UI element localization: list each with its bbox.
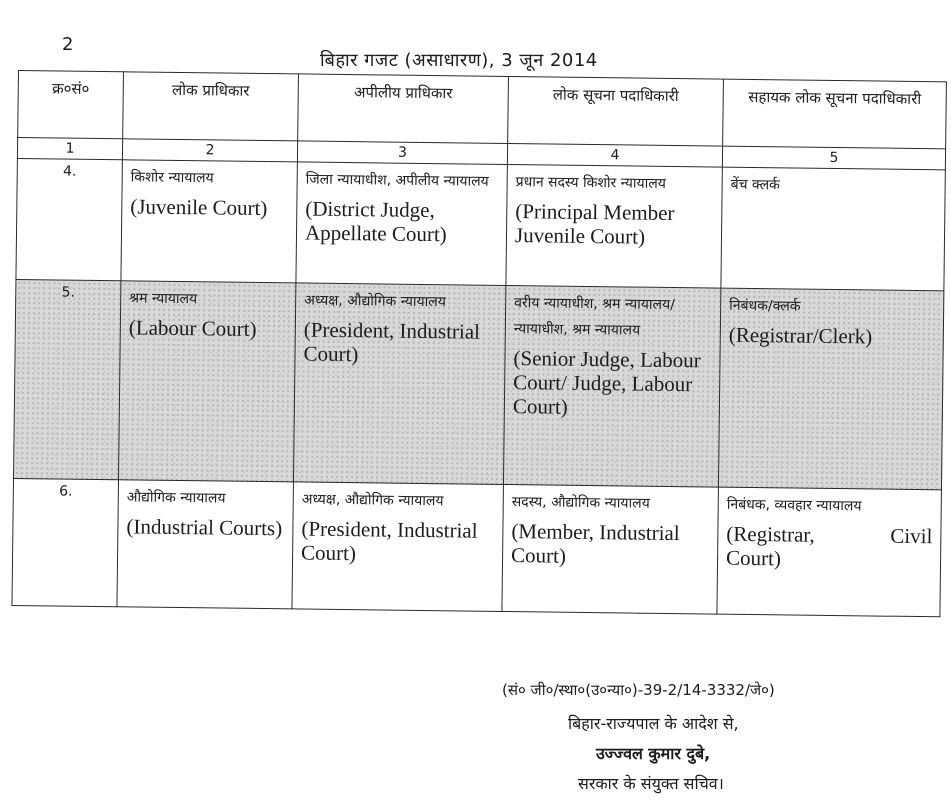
header-apio: सहायक लोक सूचना पदाधिकारी <box>723 79 947 149</box>
appellate-hindi: अध्यक्ष, औद्योगिक न्यायालय <box>301 491 444 510</box>
order-reference: (सं० जी०/स्था०(उ०न्या०)-39-2/14-3332/जे०) <box>502 681 775 699</box>
pio-hindi: वरीय न्यायाधीश, श्रम न्यायालय/न्यायाधीश, श्रम न्यायालय <box>513 295 675 339</box>
appellate-english: (President, Industrial Court) <box>300 516 478 566</box>
column-number: 3 <box>297 141 507 165</box>
header-pio: लोक सूचना पदाधिकारी <box>508 76 724 146</box>
pio-english: (Principal Member Juvenile Court) <box>514 199 675 249</box>
appellate-cell <box>293 283 505 485</box>
pio-cell <box>503 285 720 487</box>
column-number: 5 <box>722 146 945 170</box>
column-number: 1 <box>17 138 122 160</box>
pio-english: (Senior Judge, Labour Court/ Judge, Labour Court) <box>512 346 701 419</box>
authority-hindi: औद्योगिक न्यायालय <box>126 489 226 507</box>
signatory-designation: सरकार के संयुक्त सचिव। <box>578 774 724 793</box>
pio-hindi: प्रधान सदस्य किशोर न्यायालय <box>515 174 667 192</box>
table-row <box>14 279 944 489</box>
header-row <box>18 71 947 149</box>
appellate-english: (President, Industrial Court) <box>303 317 481 367</box>
appellate-cell <box>292 482 504 612</box>
appellate-hindi: अध्यक्ष, औद्योगिक न्यायालय <box>304 292 447 311</box>
serial-cell: 4. <box>16 158 122 280</box>
authority-cell <box>117 480 294 609</box>
pio-cell <box>506 164 722 288</box>
authority-table <box>11 70 946 617</box>
table-row <box>16 158 945 290</box>
apio-english: (Registrar/Clerk) <box>728 322 873 349</box>
appellate-hindi: जिला न्यायाधीश, अपीलीय न्यायालय <box>305 171 489 190</box>
column-number: 2 <box>122 139 297 162</box>
serial-cell: 5. <box>14 279 121 479</box>
pio-hindi: सदस्य, औद्योगिक न्यायालय <box>511 494 650 512</box>
apio-english-part: (Registrar, <box>726 521 815 547</box>
column-number: 4 <box>507 143 722 167</box>
signatory-name: उज्ज्वल कुमार दुबे, <box>596 744 711 763</box>
pio-cell <box>502 484 719 614</box>
gazette-header: बिहार गजट (असाधारण), 3 जून 2014 <box>320 50 598 71</box>
header-serial: क्र०सं० <box>18 71 124 139</box>
appellate-cell <box>296 162 507 286</box>
authority-cell <box>119 281 296 482</box>
apio-cell <box>718 288 943 490</box>
authority-english: (Labour Court) <box>128 315 257 341</box>
authority-table-wrapper <box>11 70 945 617</box>
apio-cell <box>721 167 945 291</box>
serial-cell: 6. <box>12 478 119 606</box>
authority-cell <box>121 160 297 283</box>
apio-hindi: बेंच क्लर्क <box>730 176 780 194</box>
page-number: 2 <box>62 34 74 55</box>
apio-cell <box>717 487 942 617</box>
apio-english <box>726 522 932 549</box>
apio-english-continued: Court) <box>725 545 782 571</box>
authority-english: (Juvenile Court) <box>130 194 268 221</box>
apio-hindi: निबंधक/क्लर्क <box>729 297 801 315</box>
apio-english-part: Civil <box>890 523 933 549</box>
header-appellate-authority: अपीलीय प्राधिकार <box>298 74 509 144</box>
pio-english: (Member, Industrial Court) <box>510 519 680 568</box>
header-public-authority: लोक प्राधिकार <box>123 72 299 141</box>
signature-line: बिहार-राज्यपाल के आदेश से, <box>568 714 739 733</box>
appellate-english: (District Judge, Appellate Court) <box>304 196 447 247</box>
table-row <box>12 478 941 616</box>
authority-hindi: किशोर न्यायालय <box>130 169 214 187</box>
apio-hindi: निबंधक, व्यवहार न्यायालय <box>726 496 862 515</box>
authority-hindi: श्रम न्यायालय <box>129 290 198 308</box>
authority-english: (Industrial Courts) <box>126 514 283 541</box>
